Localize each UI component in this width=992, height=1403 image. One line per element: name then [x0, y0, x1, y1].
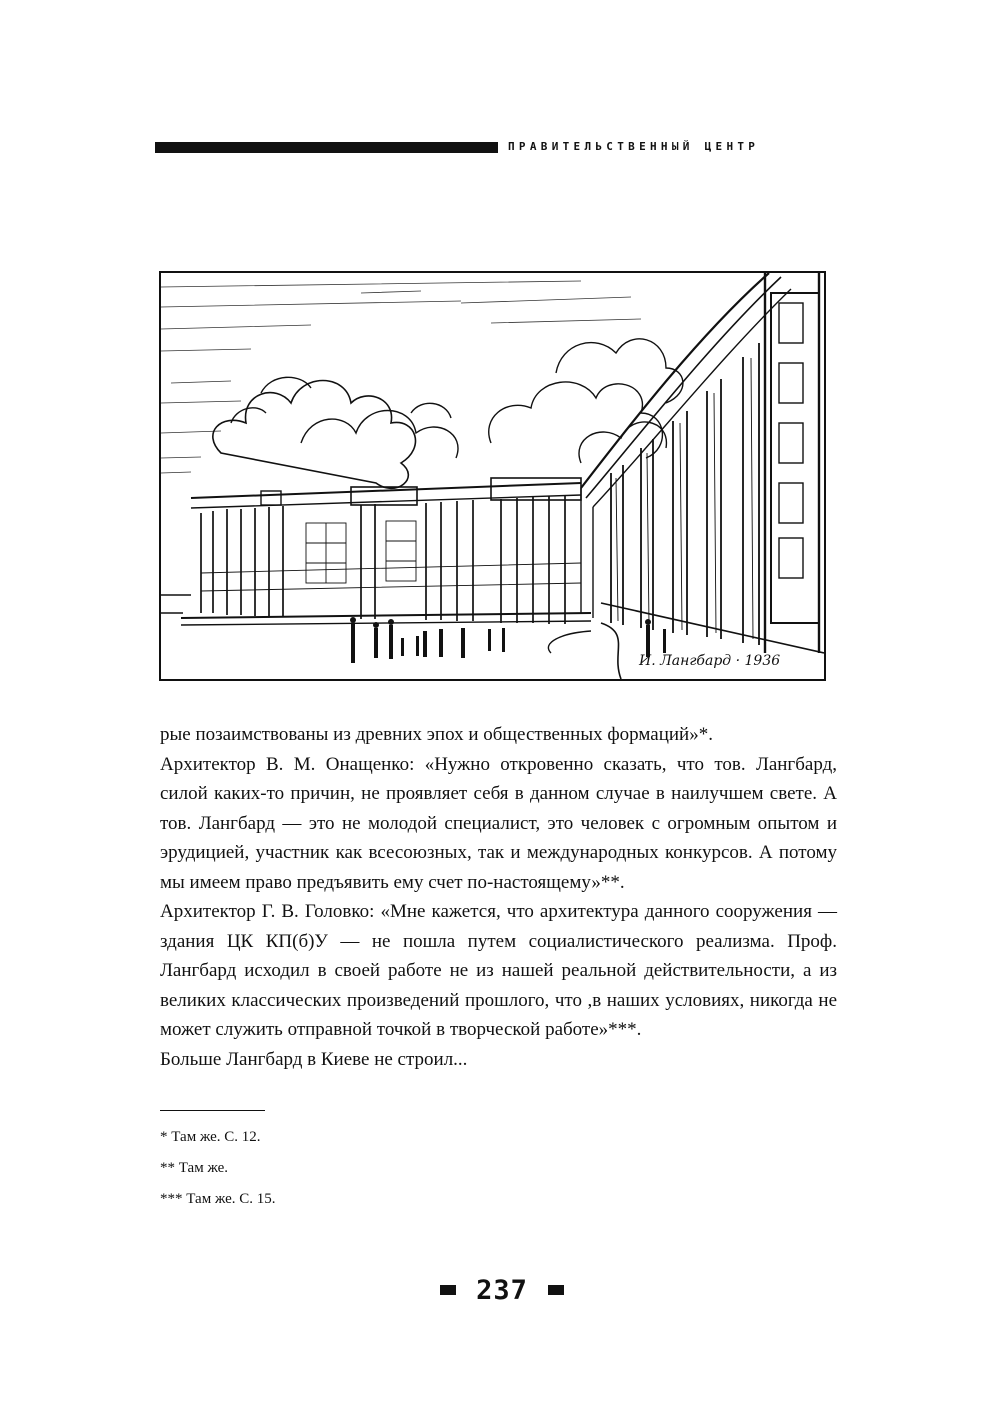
footnote: * Там же. С. 12. [160, 1129, 261, 1145]
paragraph: Архитектор Г. В. Головко: «Мне кажется, что архитектура данного сооружения — здания ЦК КП(б)У — не пошла путем социалистического реализма. Проф. Лангбард исходил в своей работе не из нашей реальной действительности, а из великих классических произведений прошлого, что ,в наших условиях, никогда не может служить отправной точкой в творческой работе»***. [160, 901, 837, 1040]
paragraph: Больше Лангбард в Киеве не строил... [160, 1048, 468, 1070]
footnotes [160, 1125, 276, 1218]
paragraph: рые позаимствованы из древних эпох и общественных формаций»*. [160, 724, 713, 745]
artist-signature: И. Лангбард · 1936 [639, 653, 781, 669]
footnote: *** Там же. С. 15. [160, 1191, 276, 1207]
folio-block-left [440, 1285, 456, 1295]
folio-block-right [548, 1285, 564, 1295]
paragraph: Архитектор В. М. Онащенко: «Нужно откровенно сказать, что тов. Лангбард, силой каких-то причин, не проявляет себя в данном случае в наилучшем свете. А тов. Лангбард — это не молодой специалист, это человек с огромным опытом и эрудицией, участник как всесоюзных, так и международных конкурсов. А потому мы имеем право предъявить ему счет по-настоящему»**. [160, 753, 837, 893]
footnote-rule [160, 1110, 265, 1111]
architectural-illustration [159, 271, 826, 681]
header-rule [155, 142, 498, 153]
body-text [160, 720, 837, 1074]
page-footer [440, 1272, 564, 1308]
running-head: ПРАВИТЕЛЬСТВЕННЫЙ ЦЕНТР [508, 140, 760, 153]
footnote: ** Там же. [160, 1160, 229, 1176]
page-number: 237 [476, 1274, 528, 1306]
